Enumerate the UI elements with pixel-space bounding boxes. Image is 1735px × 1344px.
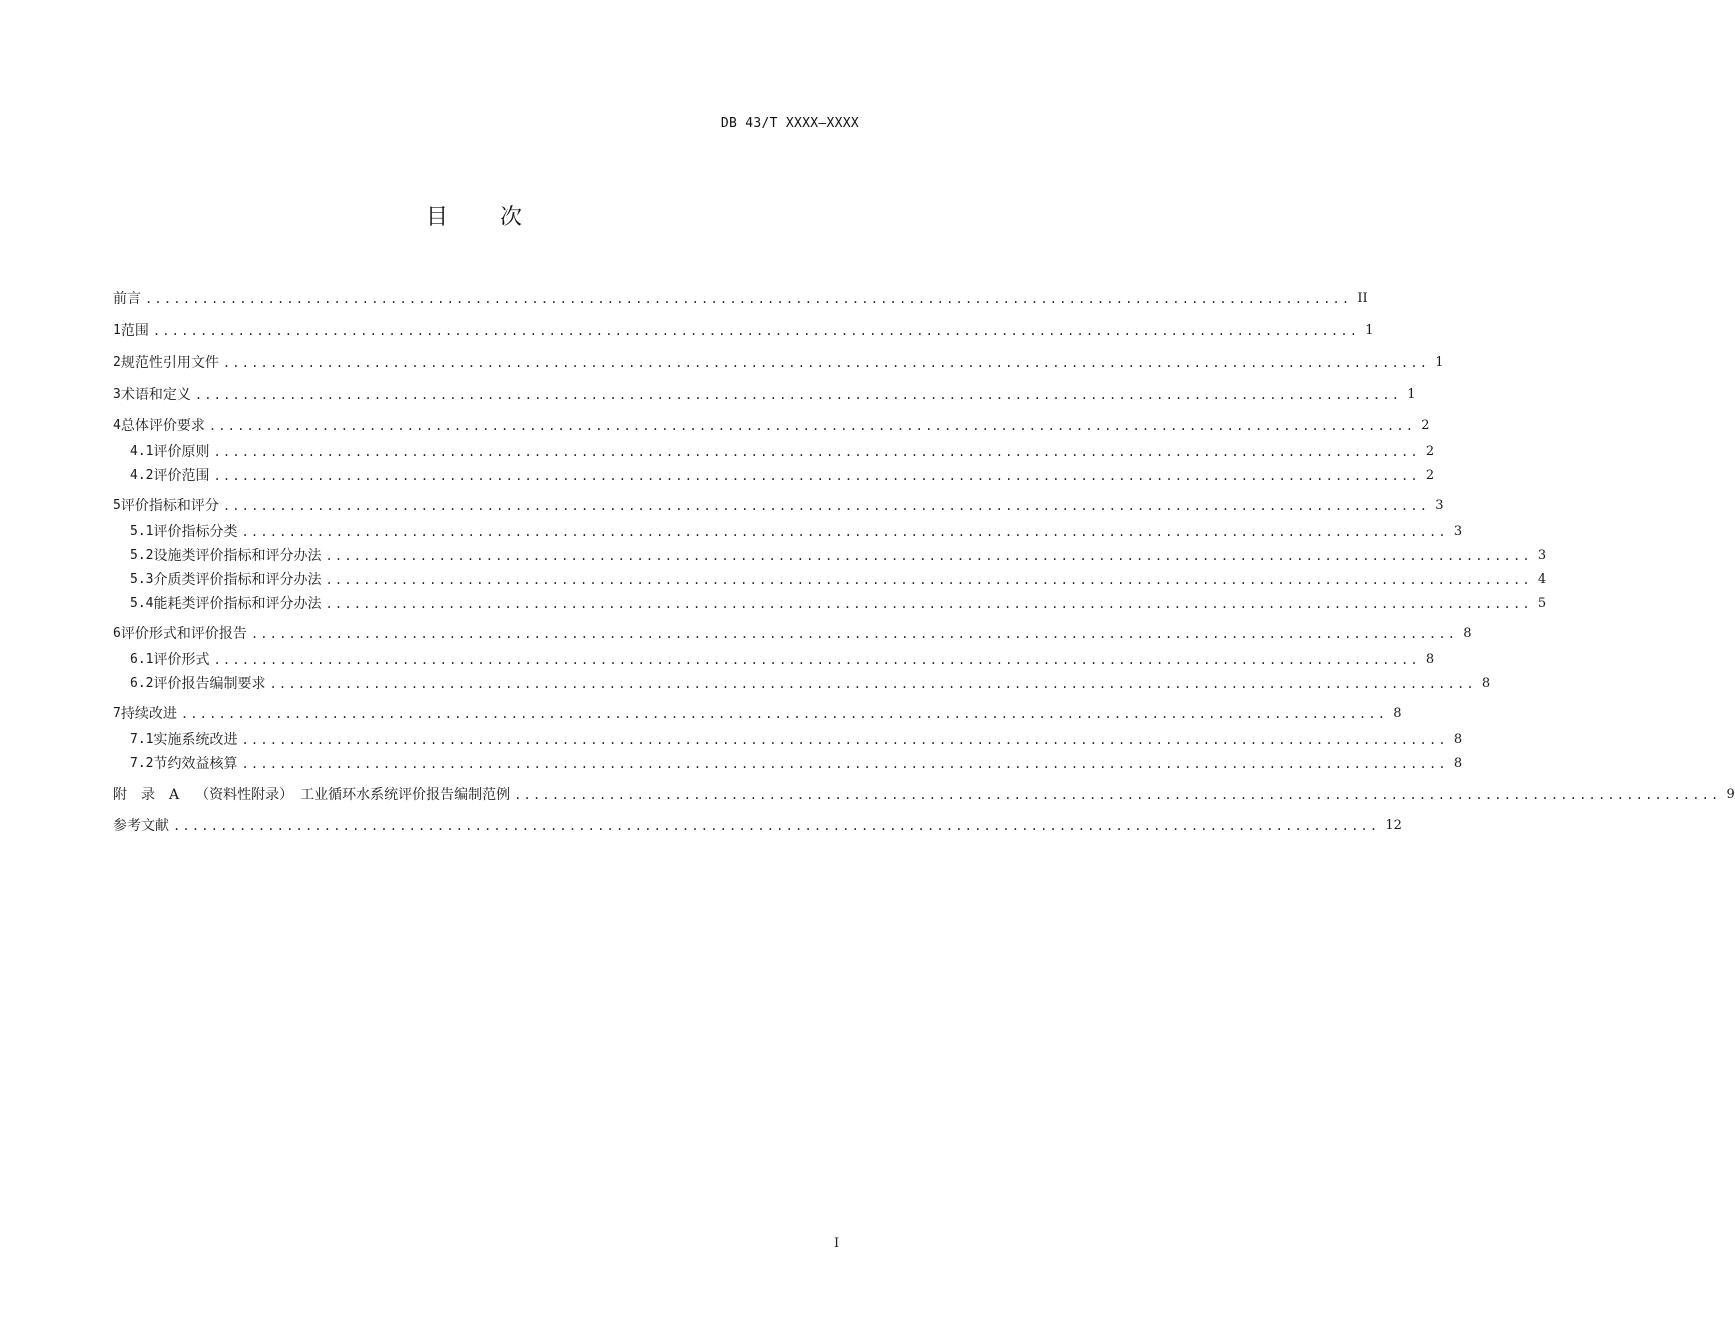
dot-leader: ................................................................................................................................ xyxy=(173,819,1380,833)
toc-entry-7-1[interactable] xyxy=(130,729,1463,751)
toc-entry-4-2[interactable] xyxy=(130,465,1435,487)
toc-entry-label: 评价报告编制要求 xyxy=(153,676,266,692)
toc-entry-5-4[interactable] xyxy=(130,593,1547,615)
toc-entry-label: 评价指标分类 xyxy=(153,524,238,540)
toc-entry-number: 7 xyxy=(113,706,121,721)
dot-leader: ................................................................................................................................ xyxy=(213,653,1420,667)
toc-entry-number: 附 录 A xyxy=(113,787,180,803)
toc-entry-page: 3 xyxy=(1453,524,1463,539)
toc-entry-6[interactable] xyxy=(113,623,1472,645)
toc-entry-page: 8 xyxy=(1481,676,1491,691)
dot-leader: ................................................................................................................................ xyxy=(152,324,1360,338)
document-code: DB 43/T XXXX—XXXX xyxy=(720,116,859,131)
toc-entry-number: 4 xyxy=(113,418,121,433)
toc-entry-page: 2 xyxy=(1425,468,1435,483)
toc-entry-number: 1 xyxy=(113,323,121,338)
dot-leader: ................................................................................................................................ xyxy=(325,597,1532,611)
toc-entry-label: 实施系统改进 xyxy=(153,732,238,748)
dot-leader: ................................................................................................................................ xyxy=(325,573,1532,587)
toc-entry-bibliography[interactable] xyxy=(113,815,1402,837)
dot-leader: ................................................................................................................................ xyxy=(250,627,1458,641)
toc-entry-2[interactable] xyxy=(113,352,1444,374)
toc-entry-number: 4.2 xyxy=(130,468,154,483)
toc-entry-page: 2 xyxy=(1421,418,1430,433)
dot-leader: ................................................................................................................................ xyxy=(241,525,1448,539)
page-title xyxy=(0,200,950,231)
toc-entry-5-1[interactable] xyxy=(130,521,1463,543)
dot-leader: ................................................................................................................................ xyxy=(208,419,1416,433)
toc-entry-page: 12 xyxy=(1385,818,1402,833)
title-char-1: 目 xyxy=(425,205,450,230)
toc-entry-7[interactable] xyxy=(113,703,1402,725)
dot-leader: ................................................................................................................................ xyxy=(194,388,1402,402)
toc-entry-number: 7.1 xyxy=(130,732,154,747)
toc-entry-page: 9 xyxy=(1726,787,1735,802)
toc-entry-1[interactable] xyxy=(113,320,1374,342)
toc-entry-page: 3 xyxy=(1537,548,1547,563)
toc-entry-6-2[interactable] xyxy=(130,673,1491,695)
toc-entry-label: （资料性附录） 工业循环水系统评价报告编制范例 xyxy=(195,787,511,803)
toc-entry-number: 6.1 xyxy=(130,652,154,667)
toc-entry-label: 评价形式 xyxy=(153,652,210,668)
toc-entry-page: 1 xyxy=(1435,355,1444,370)
dot-leader: ................................................................................................................................ xyxy=(145,292,1352,306)
toc-entry-appendix-a[interactable] xyxy=(113,784,1735,806)
toc-entry-number: 5.1 xyxy=(130,524,154,539)
dot-leader: ................................................................................................................................ xyxy=(222,499,1430,513)
toc-entry-page: 8 xyxy=(1393,706,1402,721)
toc-entry-5-3[interactable] xyxy=(130,569,1547,591)
dot-leader: ................................................................................................................................ xyxy=(213,445,1420,459)
toc-entry-page: 8 xyxy=(1453,732,1463,747)
toc-entry-5[interactable] xyxy=(113,495,1444,517)
toc-entry-label: 介质类评价指标和评分办法 xyxy=(153,572,322,588)
toc-entry-page: 4 xyxy=(1537,572,1547,587)
toc-entry-label: 评价范围 xyxy=(153,468,210,484)
toc-entry-label: 评价原则 xyxy=(153,444,210,460)
dot-leader: ................................................................................................................................ xyxy=(325,549,1532,563)
toc-entry-number: 5.3 xyxy=(130,572,154,587)
toc-entry-number: 3 xyxy=(113,387,121,402)
toc-entry-label: 规范性引用文件 xyxy=(120,355,219,371)
title-char-2: 次 xyxy=(500,205,525,230)
toc-entry-number: 5 xyxy=(113,498,121,513)
toc-entry-label: 参考文献 xyxy=(113,818,169,834)
toc-entry-number: 4.1 xyxy=(130,444,154,459)
dot-leader: ................................................................................................................................ xyxy=(222,356,1430,370)
toc-entry-7-2[interactable] xyxy=(130,753,1463,775)
toc-entry-page: 1 xyxy=(1407,387,1416,402)
page-number: I xyxy=(834,1236,840,1251)
toc-entry-page: 1 xyxy=(1365,323,1374,338)
dot-leader: ................................................................................................................................ xyxy=(241,757,1448,771)
toc-entry-label: 持续改进 xyxy=(120,706,177,722)
toc-entry-page: 2 xyxy=(1425,444,1435,459)
toc-entry-page: 5 xyxy=(1537,596,1547,611)
toc-entry-page: 8 xyxy=(1463,626,1472,641)
toc-entry-number: 2 xyxy=(113,355,121,370)
toc-entry-foreword[interactable] xyxy=(113,288,1368,310)
toc-entry-number: 6 xyxy=(113,626,121,641)
toc-entry-page: 3 xyxy=(1435,498,1444,513)
toc-entry-3[interactable] xyxy=(113,384,1416,406)
toc-entry-page: 8 xyxy=(1425,652,1435,667)
toc-entry-label: 设施类评价指标和评分办法 xyxy=(153,548,322,564)
toc-entry-label: 评价指标和评分 xyxy=(120,498,219,514)
toc-entry-number: 7.2 xyxy=(130,756,154,771)
toc-entry-5-2[interactable] xyxy=(130,545,1547,567)
dot-leader: ................................................................................................................................ xyxy=(180,707,1388,721)
dot-leader: ................................................................................................................................ xyxy=(514,788,1721,802)
toc-entry-page: II xyxy=(1357,291,1368,306)
toc-entry-label: 节约效益核算 xyxy=(153,756,238,772)
toc-entry-label: 总体评价要求 xyxy=(120,418,205,434)
dot-leader: ................................................................................................................................ xyxy=(213,469,1420,483)
toc-entry-page: 8 xyxy=(1453,756,1463,771)
toc-entry-number: 6.2 xyxy=(130,676,154,691)
toc-entry-number: 5.4 xyxy=(130,596,154,611)
toc-entry-4-1[interactable] xyxy=(130,441,1435,463)
toc-entry-label: 范围 xyxy=(120,323,149,339)
toc-entry-label: 术语和定义 xyxy=(120,387,191,403)
toc-entry-label: 前言 xyxy=(113,291,141,307)
dot-leader: ................................................................................................................................ xyxy=(241,733,1448,747)
toc-entry-4[interactable] xyxy=(113,415,1430,437)
toc-entry-label: 能耗类评价指标和评分办法 xyxy=(153,596,322,612)
toc-entry-label: 评价形式和评价报告 xyxy=(120,626,247,642)
dot-leader: ................................................................................................................................ xyxy=(269,677,1476,691)
toc-entry-6-1[interactable] xyxy=(130,649,1435,671)
toc-entry-number: 5.2 xyxy=(130,548,154,563)
